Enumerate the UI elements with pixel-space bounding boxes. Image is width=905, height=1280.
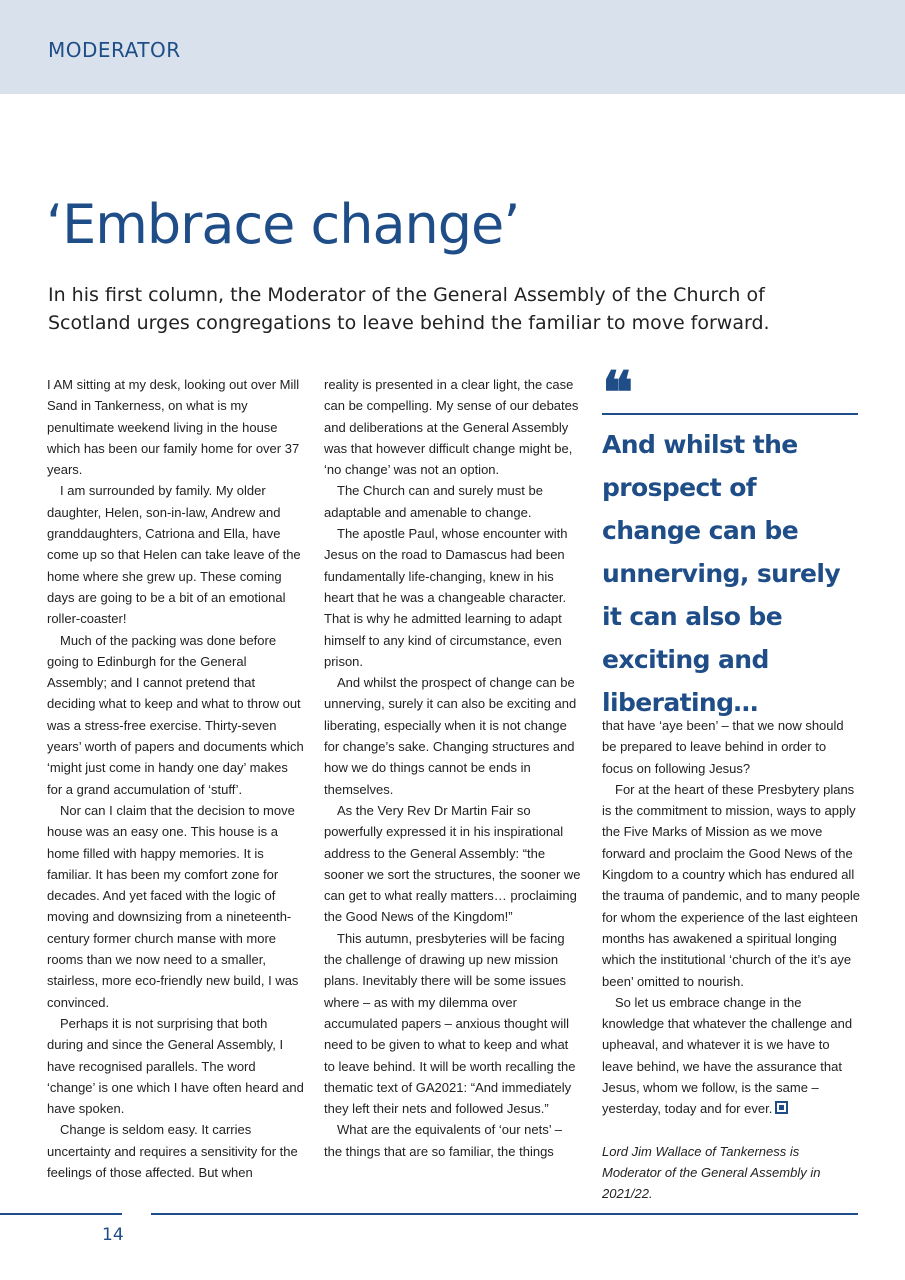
- body-paragraph: that have ‘aye been’ – that we now should be prepared to leave behind in order to focus on following Jesus?: [602, 718, 844, 776]
- body-column-1: [47, 374, 305, 1183]
- closing-paragraph-text: So let us embrace change in the knowledge that whatever the challenge and upheaval, and whatever it is we have to leave behind, we have the assurance that Jesus, whom we follow, is the same – yesterday, today and for ever.: [602, 994, 853, 1117]
- body-paragraph: Perhaps it is not surprising that both during and since the General Assembly, I have recognised parallels. The word ‘change’ is one which I have often heard and have spoken.: [47, 1015, 304, 1117]
- body-paragraph: Change is seldom easy. It carries uncertainty and requires a sensitivity for the feelings of those affected. But when: [47, 1122, 298, 1180]
- body-paragraph: Nor can I claim that the decision to move house was an easy one. This house is a home filled with happy memories. It is familiar. It has been my comfort zone for decades. And yet faced with the logic of moving and downsizing from a nineteenth-century former church manse with more rooms than we now need to a smaller, stairless, more eco-friendly new build, I was convinced.: [47, 802, 299, 1010]
- end-of-article-icon: [775, 1101, 788, 1114]
- body-paragraph: And whilst the prospect of change can be unnerving, surely it can also be exciting and liberating, especially when it is not change for change’s sake. Changing structures and how we do things cannot be ends in themselves.: [324, 675, 577, 797]
- pull-quote-rule: [602, 413, 858, 415]
- body-paragraph: I am surrounded by family. My older daughter, Helen, son-in-law, Andrew and granddaughters, Catriona and Ella, have come up so that Helen can take leave of the home where she grew up. These coming days are going to be a bit of an emotional roller-coaster!: [47, 483, 301, 627]
- body-paragraph: [602, 992, 860, 1120]
- footer-rule-left: [0, 1213, 122, 1215]
- body-paragraph: As the Very Rev Dr Martin Fair so powerfully expressed it in his inspirational address to the General Assembly: “the sooner we sort the structures, the sooner we can get to what really matters… proclaiming the Good News of the Kingdom!”: [324, 802, 581, 925]
- section-label: MODERATOR: [48, 38, 181, 62]
- body-paragraph: What are the equivalents of ‘our nets’ – the things that are so familiar, the things: [324, 1122, 562, 1159]
- body-paragraph: The apostle Paul, whose encounter with Jesus on the road to Damascus had been fundamentally life-changing, knew in his heart that he was a changeable character. That is why he admitted learning to adapt himself to any kind of circumstance, even prison.: [324, 526, 568, 669]
- article-title: ‘Embrace change’: [46, 193, 520, 256]
- body-paragraph: The Church can and surely must be adaptable and amenable to change.: [324, 483, 543, 520]
- body-column-3: [602, 715, 860, 1205]
- body-paragraph: For at the heart of these Presbytery plans is the commitment to mission, ways to apply the Five Marks of Mission as we move forward and proclaim the Good News of the Kingdom to a country which has endured all the trauma of pandemic, and to many people for whom the experience of the last eighteen months has awakened a spiritual longing which the institutional ‘church of the it’s aye been’ omitted to nourish.: [602, 781, 860, 989]
- body-paragraph: reality is presented in a clear light, the case can be compelling. My sense of our debates and deliberations at the General Assembly was that however difficult change might be, ‘no change’ was not an option.: [324, 377, 579, 478]
- body-column-2: [324, 374, 582, 1162]
- quote-mark-icon: ❝: [602, 359, 631, 427]
- pull-quote-text: And whilst the prospect of change can be unnerving, surely it can also be exciting and liberating…: [602, 430, 841, 717]
- body-paragraph: This autumn, presbyteries will be facing the challenge of drawing up new mission plans. Inevitably there will be some issues where – as with my dilemma over accumulated papers – anxious thought will need to be given to what to keep and what to leave behind. It will be worth recalling the thematic text of GA2021: “And immediately they left their nets and followed Jesus.”: [324, 930, 576, 1117]
- page-number: 14: [102, 1225, 124, 1245]
- author-byline: Lord Jim Wallace of Tankerness is Moderator of the General Assembly in 2021/22.: [602, 1143, 821, 1202]
- article-standfirst: In his first column, the Moderator of the General Assembly of the Church of Scotland urges congregations to leave behind the familiar to move forward.: [48, 284, 770, 334]
- footer-rule-right: [151, 1213, 858, 1215]
- pull-quote-block: [602, 359, 858, 724]
- body-paragraph: I AM sitting at my desk, looking out over Mill Sand in Tankerness, on what is my penultimate weekend living in the house which has been our family home for over 37 years.: [47, 377, 300, 478]
- body-paragraph: Much of the packing was done before going to Edinburgh for the General Assembly; and I cannot pretend that deciding what to keep and what to throw out was a stress-free exercise. Thirty-seven years’ worth of papers and documents which ‘might just come in handy one day’ makes for a grand accumulation of ‘stuff’.: [47, 632, 304, 797]
